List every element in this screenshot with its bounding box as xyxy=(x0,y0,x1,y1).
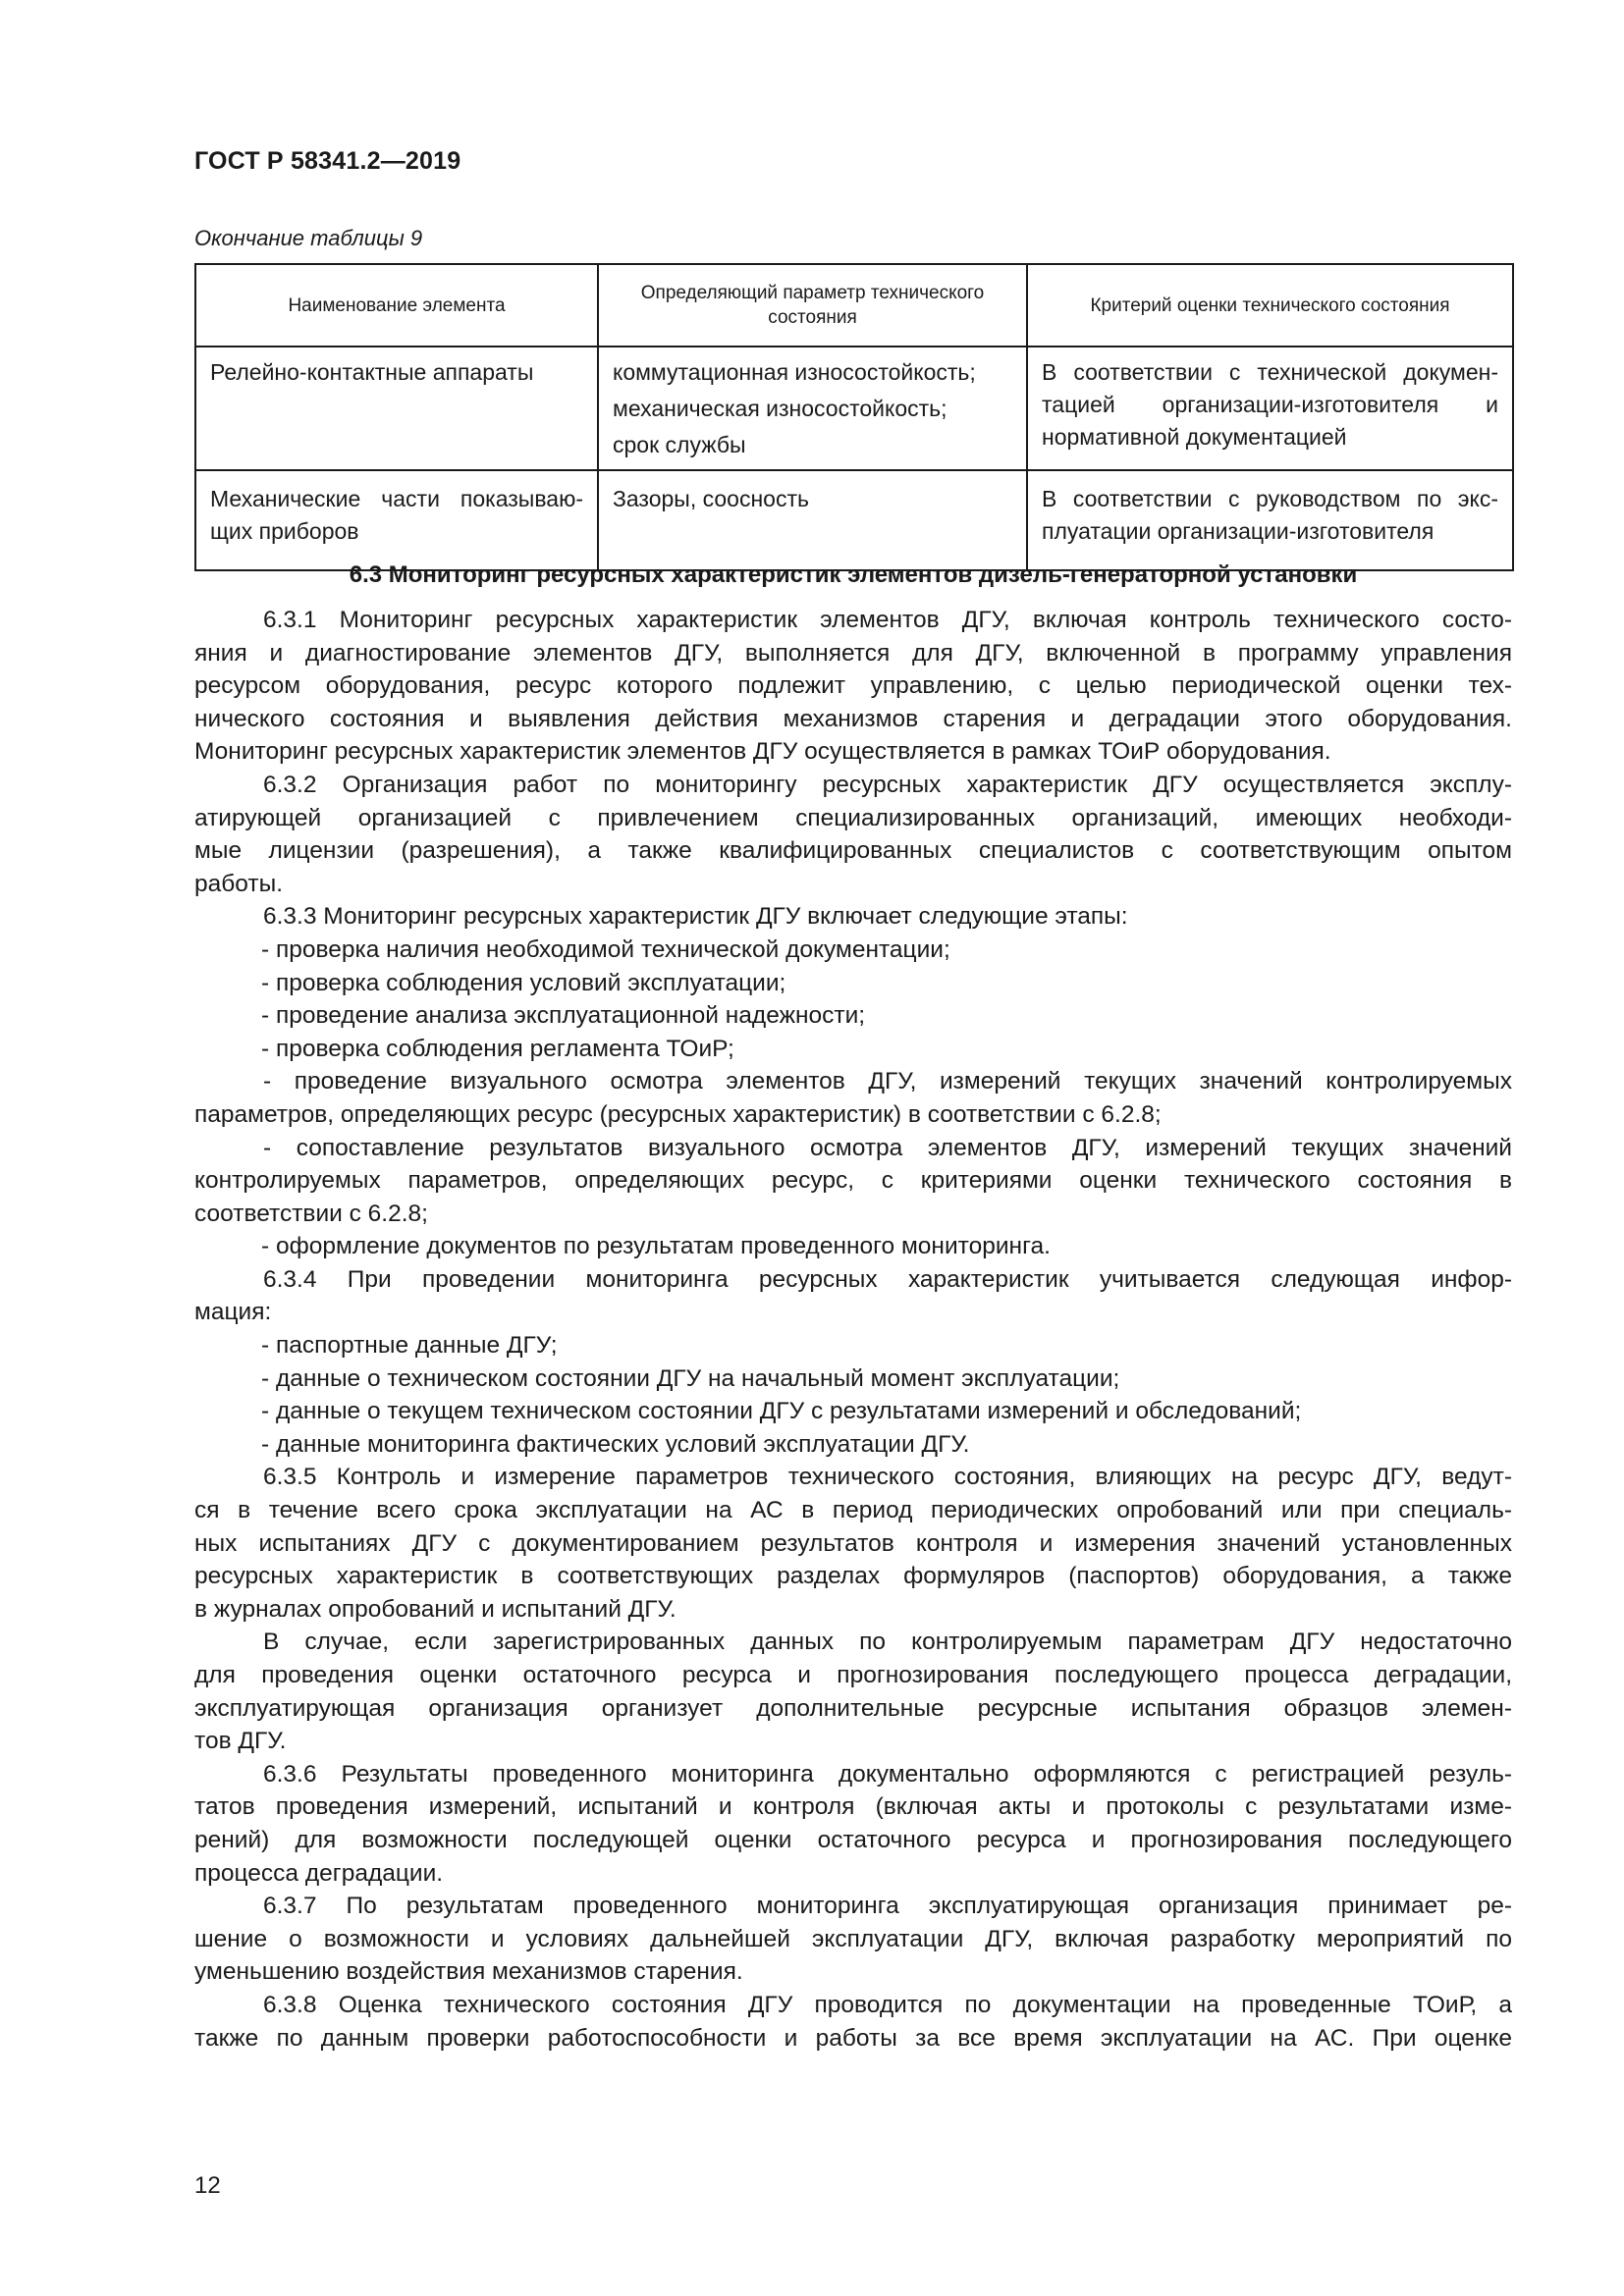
text-line: - проведение анализа эксплуатационной надежности; xyxy=(261,1002,866,1030)
list-item xyxy=(194,1329,1512,1362)
text-line: 6.3.8 Оценка технического состояния ДГУ проводится по документации на проведенные ТОиР, а xyxy=(263,1991,1512,2018)
text-line: яния и диагностирование элементов ДГУ, выполняется для ДГУ, включенной в программу управления xyxy=(194,639,1512,667)
header-line: технического состояния xyxy=(1242,294,1450,316)
column-header-criterion xyxy=(1027,264,1513,347)
cell-line: В соответствии с технической докумен- xyxy=(1042,359,1498,385)
header-line: Наименование элемента xyxy=(288,294,506,316)
cell-line: плуатации организации-изготовителя xyxy=(1042,518,1435,544)
text-line: параметров, определяющих ресурс (ресурсных характеристик) в соответствии с 6.2.8; xyxy=(194,1100,1162,1128)
text-line: шение о возможности и условиях дальнейшей эксплуатации ДГУ, включая разработку мероприятий по xyxy=(194,1925,1512,1952)
text-line: эксплуатирующая организация организует дополнительные ресурсные испытания образцов элемен- xyxy=(194,1694,1512,1722)
text-line: ресурсных характеристик в соответствующих разделах формуляров (паспортов) оборудования, а также xyxy=(194,1563,1512,1590)
cell-criterion xyxy=(1027,347,1513,470)
text-line: 6.3.1 Мониторинг ресурсных характеристик элементов ДГУ, включая контроль технического состо- xyxy=(263,607,1512,633)
paragraph xyxy=(194,1263,1512,1329)
cell-parameter xyxy=(598,470,1027,570)
table-row xyxy=(195,347,1513,470)
list-item xyxy=(194,934,1512,967)
cell-line: срок службы xyxy=(613,432,746,457)
text-line: соответствии с 6.2.8; xyxy=(194,1200,428,1227)
paragraph xyxy=(194,1626,1512,1757)
cell-line: коммутационная износостойкость; xyxy=(613,359,976,385)
text-line: 6.3.7 По результатам проведенного мониторинга эксплуатирующая организация принимает ре- xyxy=(263,1893,1512,1920)
text-line: ся в течение всего срока эксплуатации на АС в период периодических опробований или при специаль- xyxy=(194,1497,1512,1524)
cell-line: В соответствии с руководством по экс- xyxy=(1042,486,1498,511)
paragraph xyxy=(194,604,1512,769)
table-caption: Окончание таблицы 9 xyxy=(194,226,423,250)
text-line: - сопоставление результатов визуального осмотра элементов ДГУ, измерений текущих значений xyxy=(263,1134,1512,1161)
text-line: - проверка наличия необходимой технической документации; xyxy=(261,935,950,963)
cell-element xyxy=(195,470,598,570)
text-line: В случае, если зарегистрированных данных по контролируемым параметрам ДГУ недостаточно xyxy=(263,1629,1512,1656)
text-line: татов проведения измерений, испытаний и контроля (включая акты и протоколы с результатами изме- xyxy=(194,1793,1512,1821)
text-line: тов ДГУ. xyxy=(194,1728,287,1755)
list-item xyxy=(194,967,1512,1000)
cell-line: тацией организации-изготовителя и xyxy=(1042,392,1498,417)
header-line: технического состояния xyxy=(768,283,985,328)
column-header-parameter xyxy=(598,264,1027,347)
paragraph xyxy=(194,1065,1512,1131)
text-line: - оформление документов по результатам проведенного мониторинга. xyxy=(261,1233,1051,1260)
text-line: нического состояния и выявления действия механизмов старения и деградации этого оборудования. xyxy=(194,705,1512,732)
paragraph xyxy=(194,1461,1512,1626)
text-line: контролируемых параметров, определяющих ресурс, с критериями оценки технического состояния в xyxy=(194,1167,1512,1195)
text-line: в журналах опробований и испытаний ДГУ. xyxy=(194,1595,677,1623)
cell-criterion xyxy=(1027,470,1513,570)
text-line: 6.3.4 При проведении мониторинга ресурсных характеристик учитывается следующая инфор- xyxy=(263,1265,1512,1293)
text-line: ных испытаниях ДГУ с документированием результатов контроля и измерения значений установленных xyxy=(194,1529,1512,1557)
text-line: для проведения оценки остаточного ресурса и прогнозирования последующего процесса деградации, xyxy=(194,1662,1512,1688)
header-line: Критерий оценки xyxy=(1090,294,1238,316)
paragraph xyxy=(194,1890,1512,1989)
text-line: 6.3.2 Организация работ по мониторингу ресурсных характеристик ДГУ осуществляется эксплу- xyxy=(263,771,1512,798)
text-line: рений) для возможности последующей оценки остаточного ресурса и прогнозирования последующего xyxy=(194,1826,1512,1853)
list-item xyxy=(194,1395,1512,1428)
text-line: также по данным проверки работоспособности и работы за все время эксплуатации на АС. При оценке xyxy=(194,2024,1512,2052)
table-row xyxy=(195,470,1513,570)
text-line: - данные о текущем техническом состоянии ДГУ с результатами измерений и обследований; xyxy=(261,1398,1302,1425)
text-line: - проведение визуального осмотра элементов ДГУ, измерений текущих значений контролируемых xyxy=(263,1068,1512,1095)
paragraph xyxy=(194,1758,1512,1890)
list-item xyxy=(194,1033,1512,1066)
text-line: 6.3.6 Результаты проведенного мониторинга документально оформляются с регистрацией резуль- xyxy=(263,1760,1512,1788)
text-line: уменьшению воздействия механизмов старения. xyxy=(194,1958,743,1986)
text-line: мация: xyxy=(194,1299,272,1326)
text-line: - данные о техническом состоянии ДГУ на начальный момент эксплуатации; xyxy=(261,1364,1120,1392)
table-header-row xyxy=(195,264,1513,347)
paragraph xyxy=(194,900,1512,934)
column-header-element xyxy=(195,264,598,347)
body-text xyxy=(194,604,1512,2055)
text-line: работы. xyxy=(194,870,284,897)
cell-line: Механические части показываю- xyxy=(210,486,583,511)
document-id: ГОСТ Р 58341.2—2019 xyxy=(194,147,461,175)
cell-line: механическая износостойкость; xyxy=(613,396,947,421)
list-item xyxy=(194,1428,1512,1462)
text-line: мые лицензии (разрешения), а также квалифицированных специалистов с соответствующим опытом xyxy=(194,837,1512,865)
text-line: атирующей организацией с привлечением специализированных организаций, имеющих необходи- xyxy=(194,804,1512,831)
text-line: - проверка соблюдения условий эксплуатации; xyxy=(261,969,786,996)
paragraph xyxy=(194,769,1512,900)
cell-line: нормативной документацией xyxy=(1042,424,1347,450)
paragraph xyxy=(194,1132,1512,1231)
list-item xyxy=(194,1230,1512,1263)
list-item xyxy=(194,999,1512,1033)
cell-element xyxy=(195,347,598,470)
paragraph xyxy=(194,1989,1512,2055)
text-line: 6.3.3 Мониторинг ресурсных характеристик ДГУ включает следующие этапы: xyxy=(263,903,1128,931)
text-line: ресурсом оборудования, ресурс которого подлежит управлению, с целью периодической оценки тех- xyxy=(194,672,1512,700)
list-item xyxy=(194,1362,1512,1396)
section-title: 6.3 Мониторинг ресурсных характеристик элементов дизель-генераторной установки xyxy=(349,561,1358,588)
cell-parameter xyxy=(598,347,1027,470)
text-line: - паспортные данные ДГУ; xyxy=(261,1332,558,1360)
cell-line: Зазоры, соосность xyxy=(613,486,809,511)
header-line: Определяющий параметр xyxy=(640,283,866,303)
text-line: - проверка соблюдения регламента ТОиР; xyxy=(261,1035,734,1062)
text-line: Мониторинг ресурсных характеристик элементов ДГУ осуществляется в рамках ТОиР оборудования. xyxy=(194,738,1331,766)
cell-line: щих приборов xyxy=(210,518,359,544)
cell-line: Релейно-контактные аппараты xyxy=(210,359,534,385)
text-line: - данные мониторинга фактических условий эксплуатации ДГУ. xyxy=(261,1430,970,1458)
text-line: 6.3.5 Контроль и измерение параметров технического состояния, влияющих на ресурс ДГУ, ведут- xyxy=(263,1464,1512,1491)
table-9 xyxy=(194,263,1514,571)
page-number: 12 xyxy=(194,2172,221,2199)
text-line: процесса деградации. xyxy=(194,1859,444,1887)
